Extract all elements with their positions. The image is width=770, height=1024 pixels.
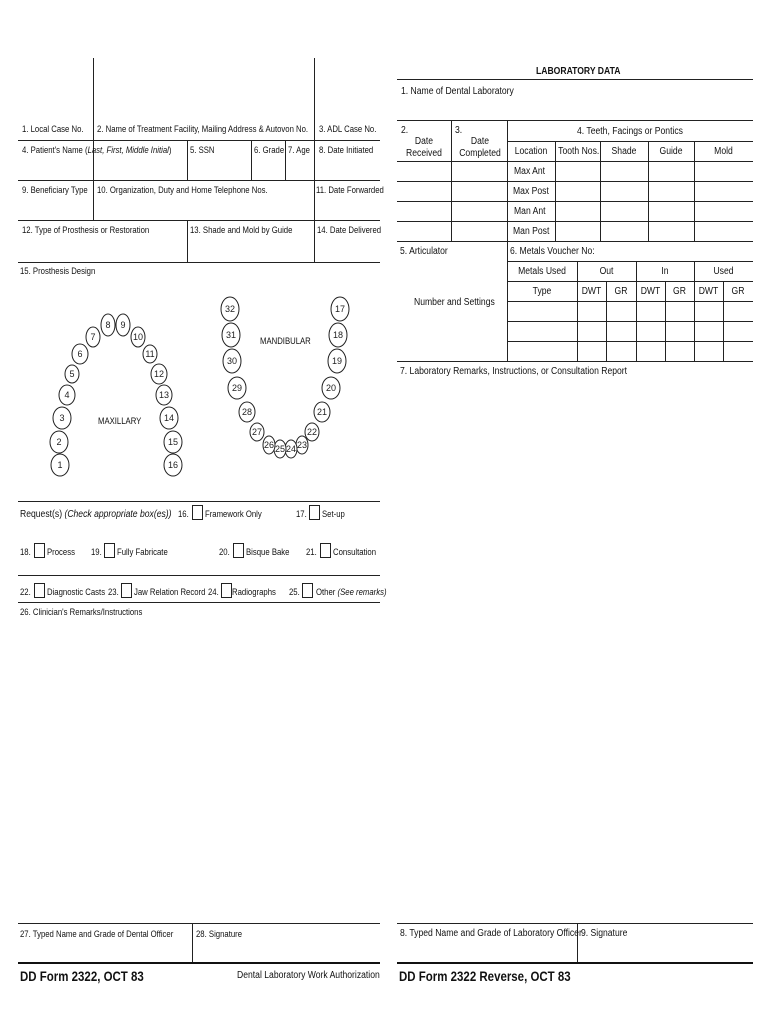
col3-num: 3.: [455, 125, 463, 136]
out-dwt: DWT: [581, 286, 602, 297]
row-max-ant: Max Ant: [514, 166, 546, 177]
metals-used-header: Metals Used: [518, 266, 566, 277]
tooth-number-11: 11: [145, 349, 155, 359]
req-22-num: 22.: [20, 587, 31, 597]
fully-fabricate-checkbox[interactable]: [104, 543, 115, 558]
req-21-num: 21.: [306, 547, 317, 557]
tooth-number-8: 8: [105, 320, 111, 330]
jaw-relation-record-checkbox[interactable]: [121, 583, 132, 598]
framework-only-label: Framework Only: [205, 509, 262, 519]
tooth-number-9: 9: [120, 320, 126, 330]
tooth-number-15: 15: [167, 437, 179, 447]
local-case-label: 1. Local Case No.: [22, 124, 84, 134]
tooth-number-19: 19: [331, 356, 343, 366]
patient-name-label: 4. Patient's Name (Last, First, Middle Initial): [22, 145, 172, 155]
tooth-number-31: 31: [225, 330, 237, 340]
tooth-number-10: 10: [132, 332, 144, 342]
framework-only-checkbox[interactable]: [192, 505, 203, 520]
set-up-checkbox[interactable]: [309, 505, 320, 520]
used-dwt: DWT: [698, 286, 719, 297]
consultation-label: Consultation: [333, 547, 377, 557]
tooth-number-5: 5: [69, 369, 75, 379]
tooth-number-25: 25: [274, 444, 286, 454]
col2-num: 2.: [401, 125, 409, 136]
form-title: Dental Laboratory Work Authorization: [237, 970, 380, 981]
tooth-number-4: 4: [64, 390, 70, 400]
other-label: Other (See remarks): [316, 587, 387, 597]
mandibular-label: MANDIBULAR: [260, 336, 311, 346]
in-header: In: [661, 266, 669, 277]
date-received-line1: Date: [414, 136, 434, 147]
signature-9-label: 9. Signature: [581, 928, 628, 939]
mandibular-arch-diagram: [210, 282, 365, 482]
tooth-number-29: 29: [231, 383, 243, 393]
tooth-number-24: 24: [285, 444, 297, 454]
tooth-number-16: 16: [167, 460, 179, 470]
req-25-num: 25.: [289, 587, 300, 597]
signature-28-label: 28. Signature: [196, 929, 243, 939]
tooth-number-1: 1: [57, 460, 63, 470]
tooth-number-30: 30: [226, 356, 238, 366]
bisque-bake-label: Bisque Bake: [246, 547, 290, 557]
org-duty-phone-label: 10. Organization, Duty and Home Telephone Nos.: [97, 185, 268, 195]
row-man-ant: Man Ant: [514, 206, 546, 217]
jaw-relation-record-label: Jaw Relation Record: [134, 587, 206, 597]
used-gr: GR: [731, 286, 745, 297]
requests-label: Request(s) (Check appropriate box(es)): [20, 509, 172, 520]
col-location: Location: [514, 146, 548, 157]
other-checkbox[interactable]: [302, 583, 313, 598]
beneficiary-type-label: 9. Beneficiary Type: [22, 185, 88, 195]
dental-officer-label: 27. Typed Name and Grade of Dental Officer: [20, 929, 174, 939]
tooth-number-3: 3: [59, 413, 65, 423]
tooth-number-12: 12: [153, 369, 165, 379]
prosthesis-design-label: 15. Prosthesis Design: [20, 266, 96, 276]
row-max-post: Max Post: [513, 186, 549, 197]
date-initiated-label: 8. Date Initiated: [319, 145, 374, 155]
row-man-post: Man Post: [513, 226, 550, 237]
tooth-number-28: 28: [241, 407, 253, 417]
ssn-label: 5. SSN: [190, 145, 215, 155]
form-id: DD Form 2322, OCT 83: [20, 968, 144, 984]
col-shade: Shade: [611, 146, 637, 157]
req-20-num: 20.: [219, 547, 230, 557]
date-received-line2: Received: [406, 148, 442, 159]
out-header: Out: [599, 266, 614, 277]
tooth-number-7: 7: [90, 332, 96, 342]
articulator-label: 5. Articulator: [400, 246, 448, 257]
process-label: Process: [47, 547, 75, 557]
tooth-number-14: 14: [163, 413, 175, 423]
tooth-number-22: 22: [306, 427, 318, 437]
in-dwt: DWT: [640, 286, 661, 297]
out-gr: GR: [614, 286, 628, 297]
prosthesis-type-label: 12. Type of Prosthesis or Restoration: [22, 225, 150, 235]
fully-fabricate-label: Fully Fabricate: [117, 547, 168, 557]
metals-voucher-label: 6. Metals Voucher No:: [510, 246, 595, 257]
maxillary-label: MAXILLARY: [98, 416, 142, 426]
grade-label: 6. Grade: [254, 145, 285, 155]
form-id-reverse: DD Form 2322 Reverse, OCT 83: [399, 968, 571, 984]
teeth-header: 4. Teeth, Facings or Pontics: [577, 126, 683, 137]
used-header: Used: [713, 266, 734, 277]
col-mold: Mold: [714, 146, 733, 157]
tooth-number-6: 6: [77, 349, 83, 359]
col-tooth-nos: Tooth Nos.: [558, 146, 600, 157]
tooth-number-21: 21: [316, 407, 328, 417]
lab-officer-label: 8. Typed Name and Grade of Laboratory Officer: [400, 928, 582, 939]
clinician-remarks-label: 26. Clinician's Remarks/Instructions: [20, 607, 143, 617]
req-17-num: 17.: [296, 509, 307, 519]
tooth-number-17: 17: [334, 304, 346, 314]
type-header: Type: [532, 286, 552, 297]
tooth-number-32: 32: [224, 304, 236, 314]
req-23-num: 23.: [108, 587, 119, 597]
date-forwarded-label: 11. Date Forwarded: [316, 185, 384, 195]
in-gr: GR: [673, 286, 686, 297]
tooth-number-13: 13: [158, 390, 170, 400]
maxillary-arch-diagram: [40, 282, 200, 482]
lab-remarks-label: 7. Laboratory Remarks, Instructions, or Consultation Report: [400, 366, 628, 377]
col-guide: Guide: [659, 146, 683, 157]
tooth-number-18: 18: [332, 330, 344, 340]
tooth-number-27: 27: [251, 427, 263, 437]
date-completed-line2: Completed: [459, 148, 501, 159]
consultation-checkbox[interactable]: [320, 543, 331, 558]
date-delivered-label: 14. Date Delivered: [317, 225, 382, 235]
lab-name-label: 1. Name of Dental Laboratory: [401, 86, 514, 97]
bisque-bake-checkbox[interactable]: [233, 543, 244, 558]
req-18-num: 18.: [20, 547, 31, 557]
diagnostic-casts-checkbox[interactable]: [34, 583, 45, 598]
tooth-number-26: 26: [263, 440, 275, 450]
tooth-number-20: 20: [325, 383, 337, 393]
tooth-number-2: 2: [56, 437, 62, 447]
radiographs-label: Radiographs: [232, 587, 276, 597]
req-16-num: 16.: [178, 509, 189, 519]
date-completed-line1: Date: [470, 136, 490, 147]
lab-data-title: LABORATORY DATA: [536, 66, 621, 77]
process-checkbox[interactable]: [34, 543, 45, 558]
shade-mold-guide-label: 13. Shade and Mold by Guide: [190, 225, 293, 235]
radiographs-checkbox[interactable]: [221, 583, 232, 598]
req-19-num: 19.: [91, 547, 102, 557]
diagnostic-casts-label: Diagnostic Casts: [47, 587, 106, 597]
age-label: 7. Age: [288, 145, 310, 155]
set-up-label: Set-up: [322, 509, 345, 519]
treatment-facility-label: 2. Name of Treatment Facility, Mailing Address & Autovon No.: [97, 124, 309, 134]
adl-case-label: 3. ADL Case No.: [319, 124, 377, 134]
tooth-number-23: 23: [296, 440, 308, 450]
req-24-num: 24.: [208, 587, 219, 597]
number-settings-label: Number and Settings: [414, 297, 495, 308]
